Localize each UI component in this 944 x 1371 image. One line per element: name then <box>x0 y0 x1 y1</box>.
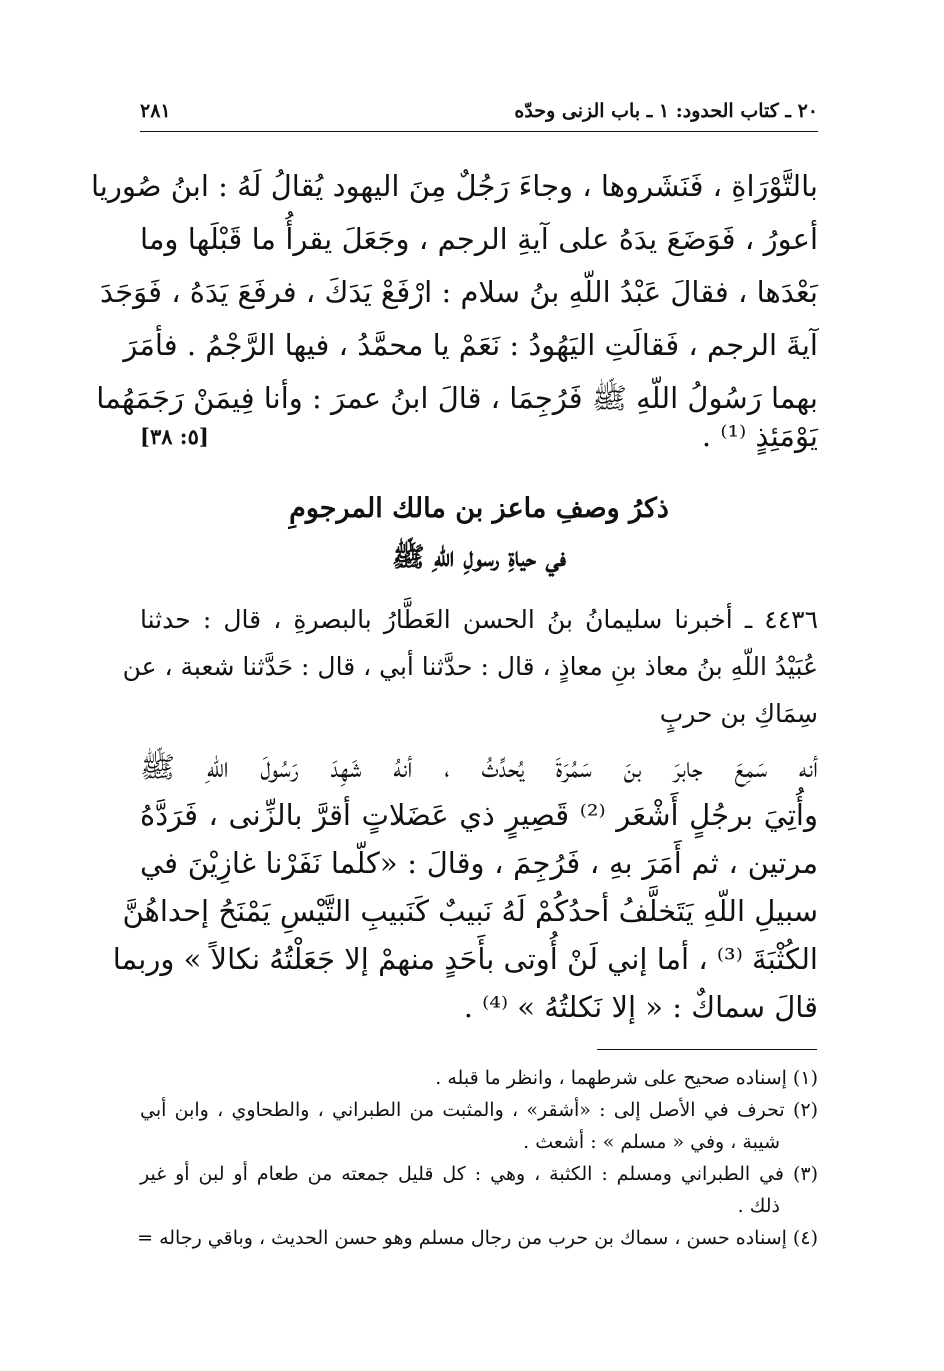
footnote-1: (١) إسناده صحيح على شرطهما ، وانظر ما قبله . <box>435 1067 818 1089</box>
footnote-4: (٤) إسناده حسن ، سماك بن حرب من رجال مسلم وهو حسن الحديث ، وباقي رجاله = <box>137 1227 818 1249</box>
footnote-divider <box>597 1049 817 1050</box>
text-line: مرتين ، ثم أَمَرَ بهِ ، فَرُجِمَ ، وقالَ : «كلّما نَفَرْنا غازِيْنَ في <box>140 846 818 880</box>
text-line-with-reference <box>140 411 818 461</box>
section-subheading: في حياةِ رسولِ اللّهِ ﷺ <box>391 542 567 573</box>
footnote-3-continuation: ذلك . <box>737 1195 780 1217</box>
text-line: ٤٤٣٦ ـ أخبرنا سليمانُ بنُ الحسن العَطَّارُ بالبصرةِ ، قال : حدثنا <box>140 605 818 634</box>
text-line: عُبَيْدُ اللّهِ بنُ معاذ بنِ معاذٍ ، قال : حدَّثنا أبي ، قال : حَدَّثنا شعبة ، عن <box>122 652 818 681</box>
source-reference: [٥: ٣٨] <box>140 423 209 449</box>
footnote-3: (٣) في الطبراني ومسلم : الكثبة ، وهي : كل قليل جمعته من طعام أو لبن أو غير <box>140 1163 818 1185</box>
page-header <box>140 92 818 130</box>
text-line: أنه سَمِعَ جابرَ بنَ سَمُرَةَ يُحدِّثُ ، أنهُ شَهِدَ رَسُولَ اللّهِ ﷺ <box>140 750 818 784</box>
hadith-isnad <box>122 596 818 737</box>
footnote-2-continuation: شيبة ، وفي « مسلم » : أشعث . <box>523 1131 780 1153</box>
text-line: سبيلِ اللّهِ يَتَخلَّفُ أحدُكُمْ لَهُ نَبيبٌ كَنَبيبِ التَّيْسِ يَمْنَحُ إحداهُنَّ <box>122 894 818 928</box>
page-number: ٢٨١ <box>140 100 171 122</box>
header-divider <box>140 131 818 132</box>
text-line: بَعْدَها ، فقالَ عَبْدُ اللّهِ بنُ سلام : ارْفَعْ يَدَكَ ، فرفَعَ يَدَهُ ، فَوَجَدَ <box>100 275 818 309</box>
section-heading: ذكرُ وصفِ ماعز بن مالك المرجومِ <box>289 493 669 524</box>
text-line: بالتَّوْرَاةِ ، فَنَشَروها ، وجاءَ رَجُلٌ مِنَ اليهود يُقالُ لَهُ : ابنُ صُوريا <box>90 169 818 203</box>
footnote-2: (٢) تحرف في الأصل إلى : «أشقر» ، والمثبت من الطبراني ، والطحاوي ، وابن أبي <box>140 1099 818 1121</box>
text-line: قالَ سماكٌ : « إلا نَكلتُهُ » ⁽⁴⁾ . <box>463 990 818 1024</box>
text-line: آيةَ الرجم ، فَقالَتِ اليَهُودُ : نَعَمْ يا محمَّدُ ، فيها الرَّجْمُ . فأمَرَ <box>123 328 818 362</box>
text-line: الكُثْبَةَ ⁽³⁾ ، أما إني لَنْ أُوتى بأَحَدٍ منهمْ إلا جَعَلْتُهُ نكالاً » وربما <box>112 942 818 976</box>
main-text <box>90 160 818 425</box>
footnotes <box>137 1062 818 1254</box>
text-line: سِمَاكِ بن حربٍ <box>659 699 818 728</box>
text-line: يَوْمَئِذٍ ⁽¹⁾ . <box>701 419 818 453</box>
text-line: أعورُ ، فَوَضَعَ يدَهُ على آيةِ الرجم ، وجَعَلَ يقرأُ ما قَبْلَها وما <box>140 222 818 256</box>
running-title: ٢٠ ـ كتاب الحدود: ١ ـ باب الزنى وحدّه <box>514 100 818 122</box>
text-line: وأُتِيَ برجُلٍ أَشْعَر ⁽²⁾ قَصِيرٍ ذي عَضَلاتٍ أقرَّ بالزِّنى ، فَرَدَّهُ <box>140 798 818 832</box>
text-line: بهما رَسُولُ اللّهِ ﷺ فَرُجِمَا ، قالَ ابنُ عمرَ : وأنا فِيمَنْ رَجَمَهُما <box>96 381 818 415</box>
hadith-matn <box>112 743 818 1031</box>
